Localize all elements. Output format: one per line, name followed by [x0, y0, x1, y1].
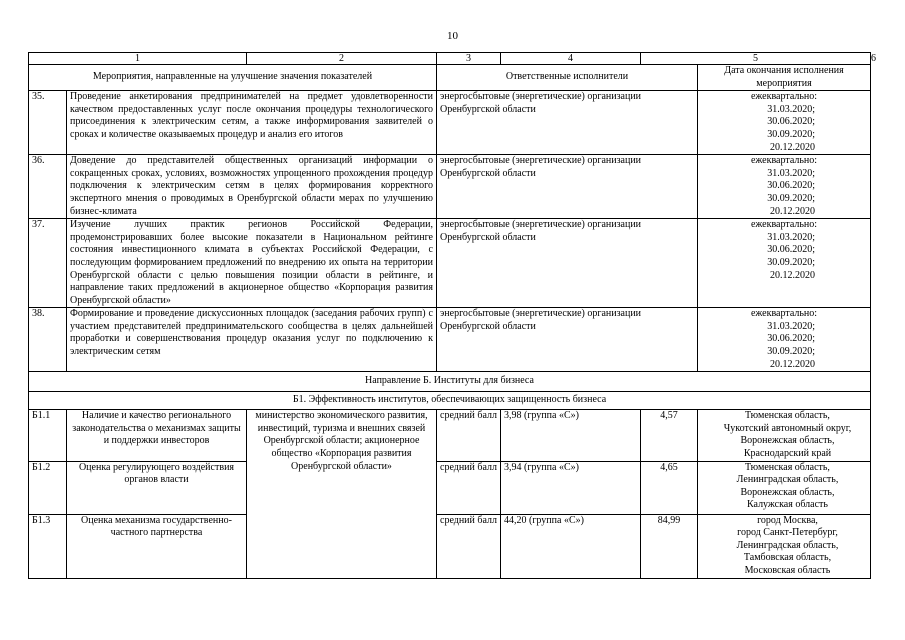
deadline-date: 31.03.2020;	[767, 103, 815, 115]
header-activities: Мероприятия, направленные на улучшение значения показателей	[29, 65, 437, 91]
col-num-3: 3	[437, 53, 501, 65]
measures-table	[28, 52, 876, 579]
deadline-date: 30.09.2020;	[767, 128, 815, 140]
deadline-date: 20.12.2020	[770, 269, 815, 281]
deadline-date: 31.03.2020;	[767, 320, 815, 332]
row-number: Б1.3	[29, 514, 67, 578]
deadline-cell	[698, 308, 871, 372]
region-item: город Москва,	[757, 514, 818, 526]
page-number: 10	[447, 30, 458, 42]
deadline-date: 31.03.2020;	[767, 167, 815, 179]
deadline-date: 30.09.2020;	[767, 192, 815, 204]
target-value: 84,99	[641, 514, 698, 578]
header-row	[29, 65, 871, 91]
period-label: ежеквартально:	[750, 308, 818, 320]
region-item: Тамбовская область,	[743, 552, 832, 564]
col-num-4: 4	[501, 53, 641, 65]
deadline-date: 30.09.2020;	[767, 346, 815, 358]
activity-text: Формирование и проведение дискуссионных площадок (заседания рабочих групп) с участием представителей предпринимательского сообщества в целях дальнейшей проработки и совершенствования процедур оказания услуг по подключению к электрическим сетям	[67, 308, 437, 372]
deadline-cell	[698, 91, 871, 155]
deadline-cell	[698, 219, 871, 308]
activity-text: Изучение лучших практик регионов Российской Федерации, продемонстрировавших более высокие показатели в Национальном рейтинге состояния инвестиционного климата в субъектах Российской Федерации, с последующим формированием предложений по внедрению их опыта на территории Оренбургской области с целью повышения позиции области в рейтинге, и направление таких предложений в акционерное общество «Корпорация развития Оренбургской области»	[67, 219, 437, 308]
row-number: Б1.2	[29, 461, 67, 514]
subsection-title: Б1. Эффективность институтов, обеспечивающих защищенность бизнеса	[29, 392, 871, 410]
deadline-date: 20.12.2020	[770, 141, 815, 153]
current-value: 44,20 (группа «С»)	[501, 514, 641, 578]
indicator-name: Оценка регулирующего воздействия органов власти	[67, 461, 247, 514]
region-item: Ленинградская область,	[736, 539, 839, 551]
target-value: 4,57	[641, 410, 698, 461]
table-row	[29, 155, 871, 219]
activity-text: Проведение анкетирования предпринимателей на предмет удовлетворенности качеством предоставленных услуг после окончания процедуры технологического присоединения к электрическим сетям, а также информирования заявителей о сроках и количестве оказываемых процедур и анализ его итогов	[67, 91, 437, 155]
table-row	[29, 308, 871, 372]
section-row	[29, 372, 871, 392]
activity-text: Доведение до представителей общественных организаций информации о сокращенных сроках, условиях, возможностях упрощенного прохождения процедур подключения к электрическим сетям в целях формирования корректного экспертного мнения о проводимых в Оренбургской области мерах по улучшению бизнес-климата	[67, 155, 437, 219]
unit-cell: средний балл	[437, 461, 501, 514]
period-label: ежеквартально:	[750, 155, 818, 167]
leader-regions	[698, 410, 871, 461]
deadline-date: 30.06.2020;	[767, 116, 815, 128]
region-item: Воронежская область,	[740, 486, 835, 498]
leader-regions	[698, 461, 871, 514]
row-number: 37.	[29, 219, 67, 308]
unit-cell: средний балл	[437, 410, 501, 461]
deadline-cell	[698, 155, 871, 219]
row-number: 36.	[29, 155, 67, 219]
region-item: Ленинградская область,	[736, 474, 839, 486]
indicator-name: Оценка механизма государственно-частного партнерства	[67, 514, 247, 578]
header-deadline: Дата окончания исполнения мероприятия	[698, 65, 871, 91]
region-item: Краснодарский край	[743, 448, 832, 460]
indicator-name: Наличие и качество регионального законодательства о механизмах защиты и поддержки инвесторов	[67, 410, 247, 461]
section-title: Направление Б. Институты для бизнеса	[29, 372, 871, 392]
row-number: 38.	[29, 308, 67, 372]
unit-cell: средний балл	[437, 514, 501, 578]
region-item: Московская область	[744, 565, 831, 576]
deadline-date: 30.06.2020;	[767, 333, 815, 345]
deadline-date: 20.12.2020	[770, 205, 815, 217]
shared-executor: министерство экономического развития, инвестиций, туризма и внешних связей Оренбургской области; акционерное общество «Корпорация развития Оренбургской области»	[247, 410, 437, 578]
deadline-date: 30.06.2020;	[767, 180, 815, 192]
executor-text: энергосбытовые (энергетические) организации Оренбургской области	[437, 91, 698, 155]
region-item: Тюменская область,	[745, 410, 830, 422]
executor-text: энергосбытовые (энергетические) организации Оренбургской области	[437, 155, 698, 219]
deadline-date: 30.09.2020;	[767, 256, 815, 268]
column-number-row: 1 2 3 4 5 6	[29, 53, 871, 65]
row-number: Б1.1	[29, 410, 67, 461]
table-row	[29, 410, 871, 461]
period-label: ежеквартально:	[750, 91, 818, 103]
row-number: 35.	[29, 91, 67, 155]
col-num-2: 2	[247, 53, 437, 65]
region-item: Воронежская область,	[740, 435, 835, 447]
region-item: город Санкт-Петербург,	[737, 527, 838, 539]
current-value: 3,98 (группа «С»)	[501, 410, 641, 461]
deadline-date: 20.12.2020	[770, 358, 815, 370]
region-item: Тюменская область,	[745, 461, 830, 473]
leader-regions	[698, 514, 871, 578]
executor-text: энергосбытовые (энергетические) организации Оренбургской области	[437, 308, 698, 372]
table-row	[29, 219, 871, 308]
table-row	[29, 461, 871, 514]
table-row	[29, 91, 871, 155]
period-label: ежеквартально:	[750, 219, 818, 231]
subsection-row	[29, 392, 871, 410]
table-row	[29, 514, 871, 578]
current-value: 3,94 (группа «С»)	[501, 461, 641, 514]
deadline-date: 30.06.2020;	[767, 244, 815, 256]
target-value: 4,65	[641, 461, 698, 514]
region-item: Чукотский автономный округ,	[723, 422, 852, 434]
col-num-1: 1	[29, 53, 247, 65]
executor-text: энергосбытовые (энергетические) организации Оренбургской области	[437, 219, 698, 308]
header-executors: Ответственные исполнители	[437, 65, 698, 91]
col-num-5: 5	[641, 53, 871, 65]
deadline-date: 31.03.2020;	[767, 231, 815, 243]
region-item: Калужская область	[747, 499, 828, 511]
